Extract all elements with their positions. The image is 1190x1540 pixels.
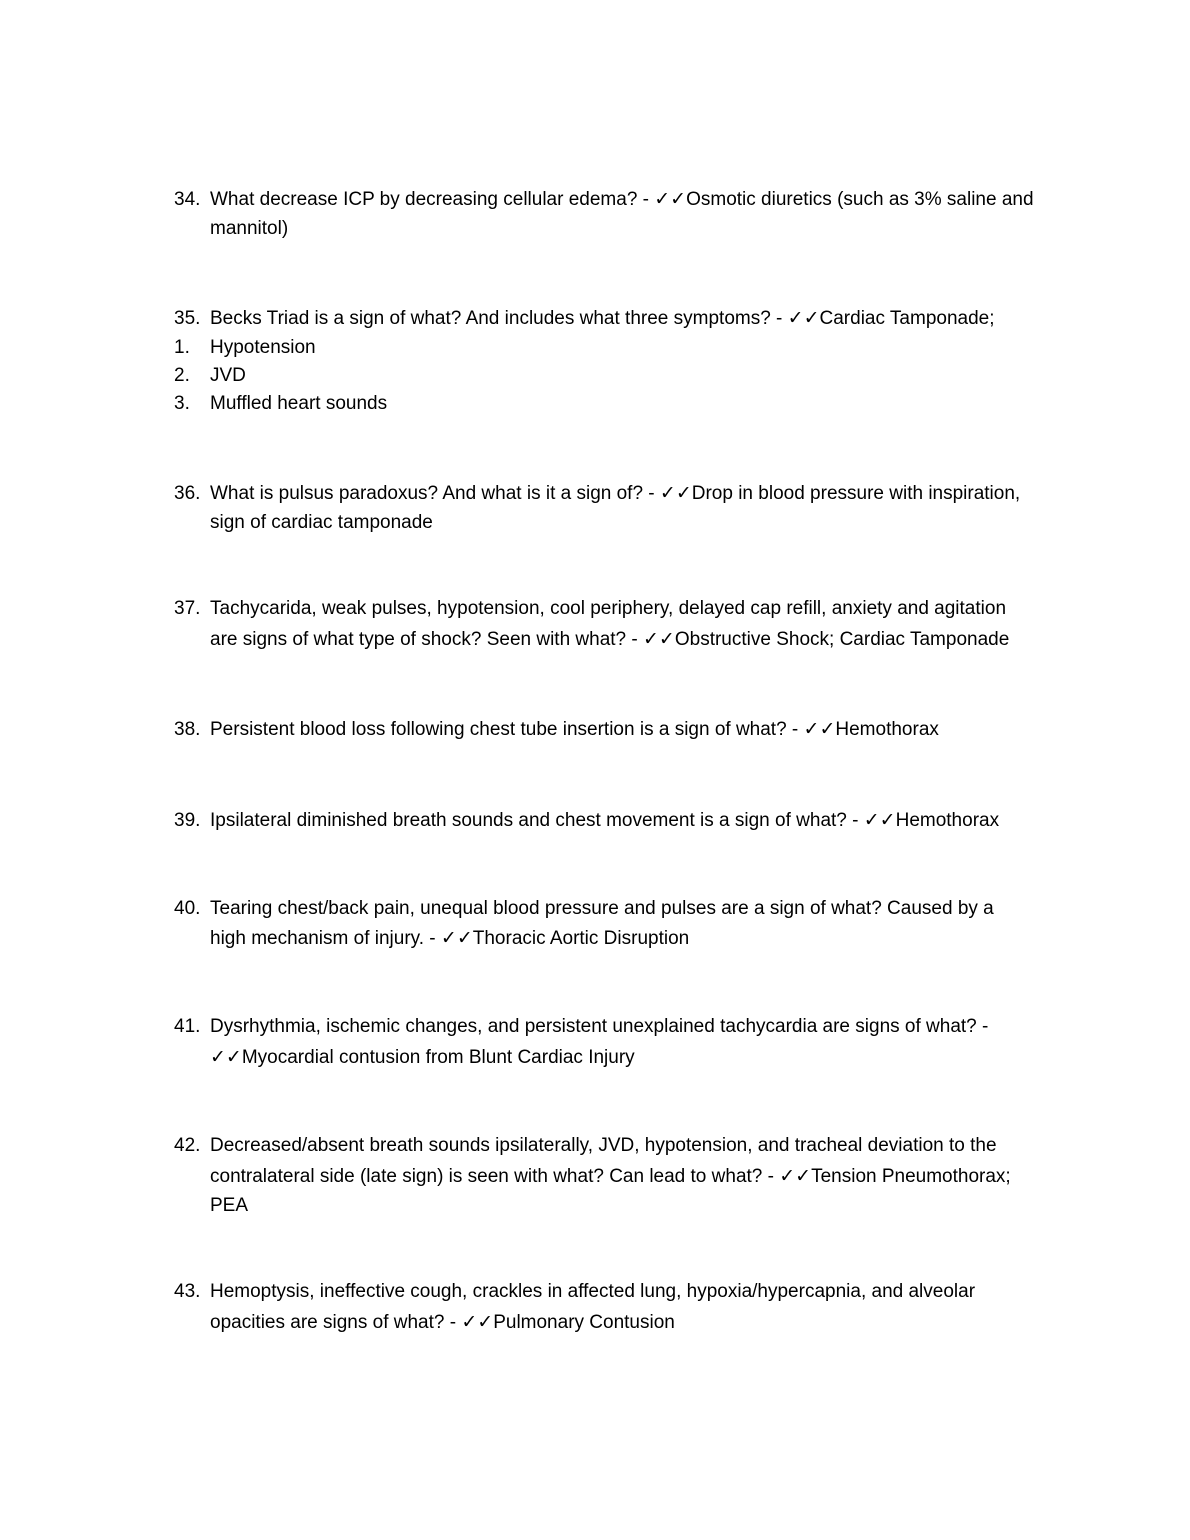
qa-line (174, 185, 1074, 214)
qa-line (174, 894, 1074, 924)
answer-text: Myocardial contusion from Blunt Cardiac Injury (241, 1047, 635, 1068)
answer-text: Obstructive Shock; Cardiac Tamponade (674, 629, 1010, 650)
qa-item-43 (174, 1277, 1074, 1337)
sub-item-text: Hypotension (210, 337, 316, 358)
qa-continuation: PEA (210, 1195, 249, 1216)
double-check-icon: ✓✓ (654, 188, 687, 210)
qa-item-36 (174, 479, 1074, 537)
item-number: 36. (174, 483, 201, 504)
qa-continuation (174, 1043, 1074, 1072)
sub-list-item (174, 389, 1074, 417)
sub-item-number: 1. (174, 337, 190, 358)
double-check-icon: ✓✓ (461, 1311, 494, 1333)
item-number: 41. (174, 1016, 201, 1037)
answer-text: Hemothorax (835, 719, 939, 740)
question-text: Decreased/absent breath sounds ipsilaterally, JVD, hypotension, and tracheal deviation to the (210, 1135, 997, 1156)
double-check-icon: ✓✓ (803, 718, 836, 740)
qa-item-39 (174, 806, 1074, 835)
answer-text: Thoracic Aortic Disruption (472, 928, 690, 949)
qa-line (174, 1277, 1074, 1308)
double-check-icon: ✓✓ (210, 1046, 242, 1068)
question-text: opacities are signs of what? - (210, 1312, 462, 1333)
qa-item-40 (174, 894, 1074, 953)
question-text: high mechanism of injury. - (210, 928, 441, 949)
double-check-icon: ✓✓ (863, 809, 896, 831)
qa-line (174, 1012, 1074, 1043)
item-number: 35. (174, 308, 201, 329)
sub-item-number: 3. (174, 393, 190, 414)
qa-item-38 (174, 715, 1074, 744)
qa-continuation (174, 1162, 1074, 1191)
question-text: are signs of what type of shock? Seen with what? - (210, 629, 644, 650)
qa-continuation: sign of cardiac tamponade (210, 512, 433, 533)
qa-line (174, 1131, 1074, 1162)
question-text: contralateral side (late sign) is seen with what? Can lead to what? - (210, 1166, 780, 1187)
answer-text: Osmotic diuretics (such as 3% saline and (686, 189, 1034, 210)
qa-line (174, 594, 1074, 625)
qa-continuation (174, 1308, 1074, 1337)
item-number: 39. (174, 810, 201, 831)
question-text: Tachycarida, weak pulses, hypotension, cool periphery, delayed cap refill, anxiety and agitation (210, 598, 1007, 619)
item-number: 42. (174, 1135, 201, 1156)
double-check-icon: ✓✓ (643, 628, 675, 650)
qa-continuation (174, 625, 1074, 654)
qa-line (174, 479, 1074, 508)
item-number: 43. (174, 1281, 201, 1302)
sub-item-text: Muffled heart sounds (210, 393, 388, 414)
qa-line (174, 304, 1074, 333)
question-text: Persistent blood loss following chest tube insertion is a sign of what? - (210, 719, 804, 740)
item-number: 40. (174, 898, 201, 919)
qa-item-37 (174, 594, 1074, 654)
double-check-icon: ✓✓ (659, 482, 692, 504)
sub-item-number: 2. (174, 365, 190, 386)
qa-item-41 (174, 1012, 1074, 1072)
qa-item-34 (174, 185, 1074, 243)
qa-item-35 (174, 304, 1074, 417)
question-text: Hemoptysis, ineffective cough, crackles in affected lung, hypoxia/hypercapnia, and alveolar (210, 1281, 976, 1302)
question-text: What decrease ICP by decreasing cellular edema? - (210, 189, 655, 210)
item-number: 34. (174, 189, 201, 210)
answer-text: Tension Pneumothorax; (811, 1166, 1011, 1187)
question-text: What is pulsus paradoxus? And what is it a sign of? - (210, 483, 660, 504)
qa-item-42 (174, 1131, 1074, 1220)
question-text: Dysrhythmia, ischemic changes, and persistent unexplained tachycardia are signs of what? - (210, 1016, 989, 1037)
qa-line (174, 806, 1074, 835)
answer-text: Drop in blood pressure with inspiration, (691, 483, 1021, 504)
double-check-icon: ✓✓ (779, 1165, 812, 1187)
answer-text: Cardiac Tamponade; (819, 308, 995, 329)
sub-item-text: JVD (210, 365, 246, 386)
double-check-icon: ✓✓ (440, 927, 473, 949)
question-text: Tearing chest/back pain, unequal blood pressure and pulses are a sign of what? Caused by a (210, 898, 994, 919)
item-number: 38. (174, 719, 201, 740)
sub-list-item (174, 361, 1074, 389)
item-number: 37. (174, 598, 201, 619)
question-text: Ipsilateral diminished breath sounds and chest movement is a sign of what? - (210, 810, 864, 831)
answer-text: Pulmonary Contusion (493, 1312, 675, 1333)
double-check-icon: ✓✓ (787, 307, 820, 329)
qa-continuation: mannitol) (210, 218, 289, 239)
qa-continuation (174, 924, 1074, 953)
qa-line (174, 715, 1074, 744)
sub-list-item (174, 333, 1074, 361)
question-text: Becks Triad is a sign of what? And includes what three symptoms? - (210, 308, 788, 329)
answer-text: Hemothorax (895, 810, 1000, 831)
